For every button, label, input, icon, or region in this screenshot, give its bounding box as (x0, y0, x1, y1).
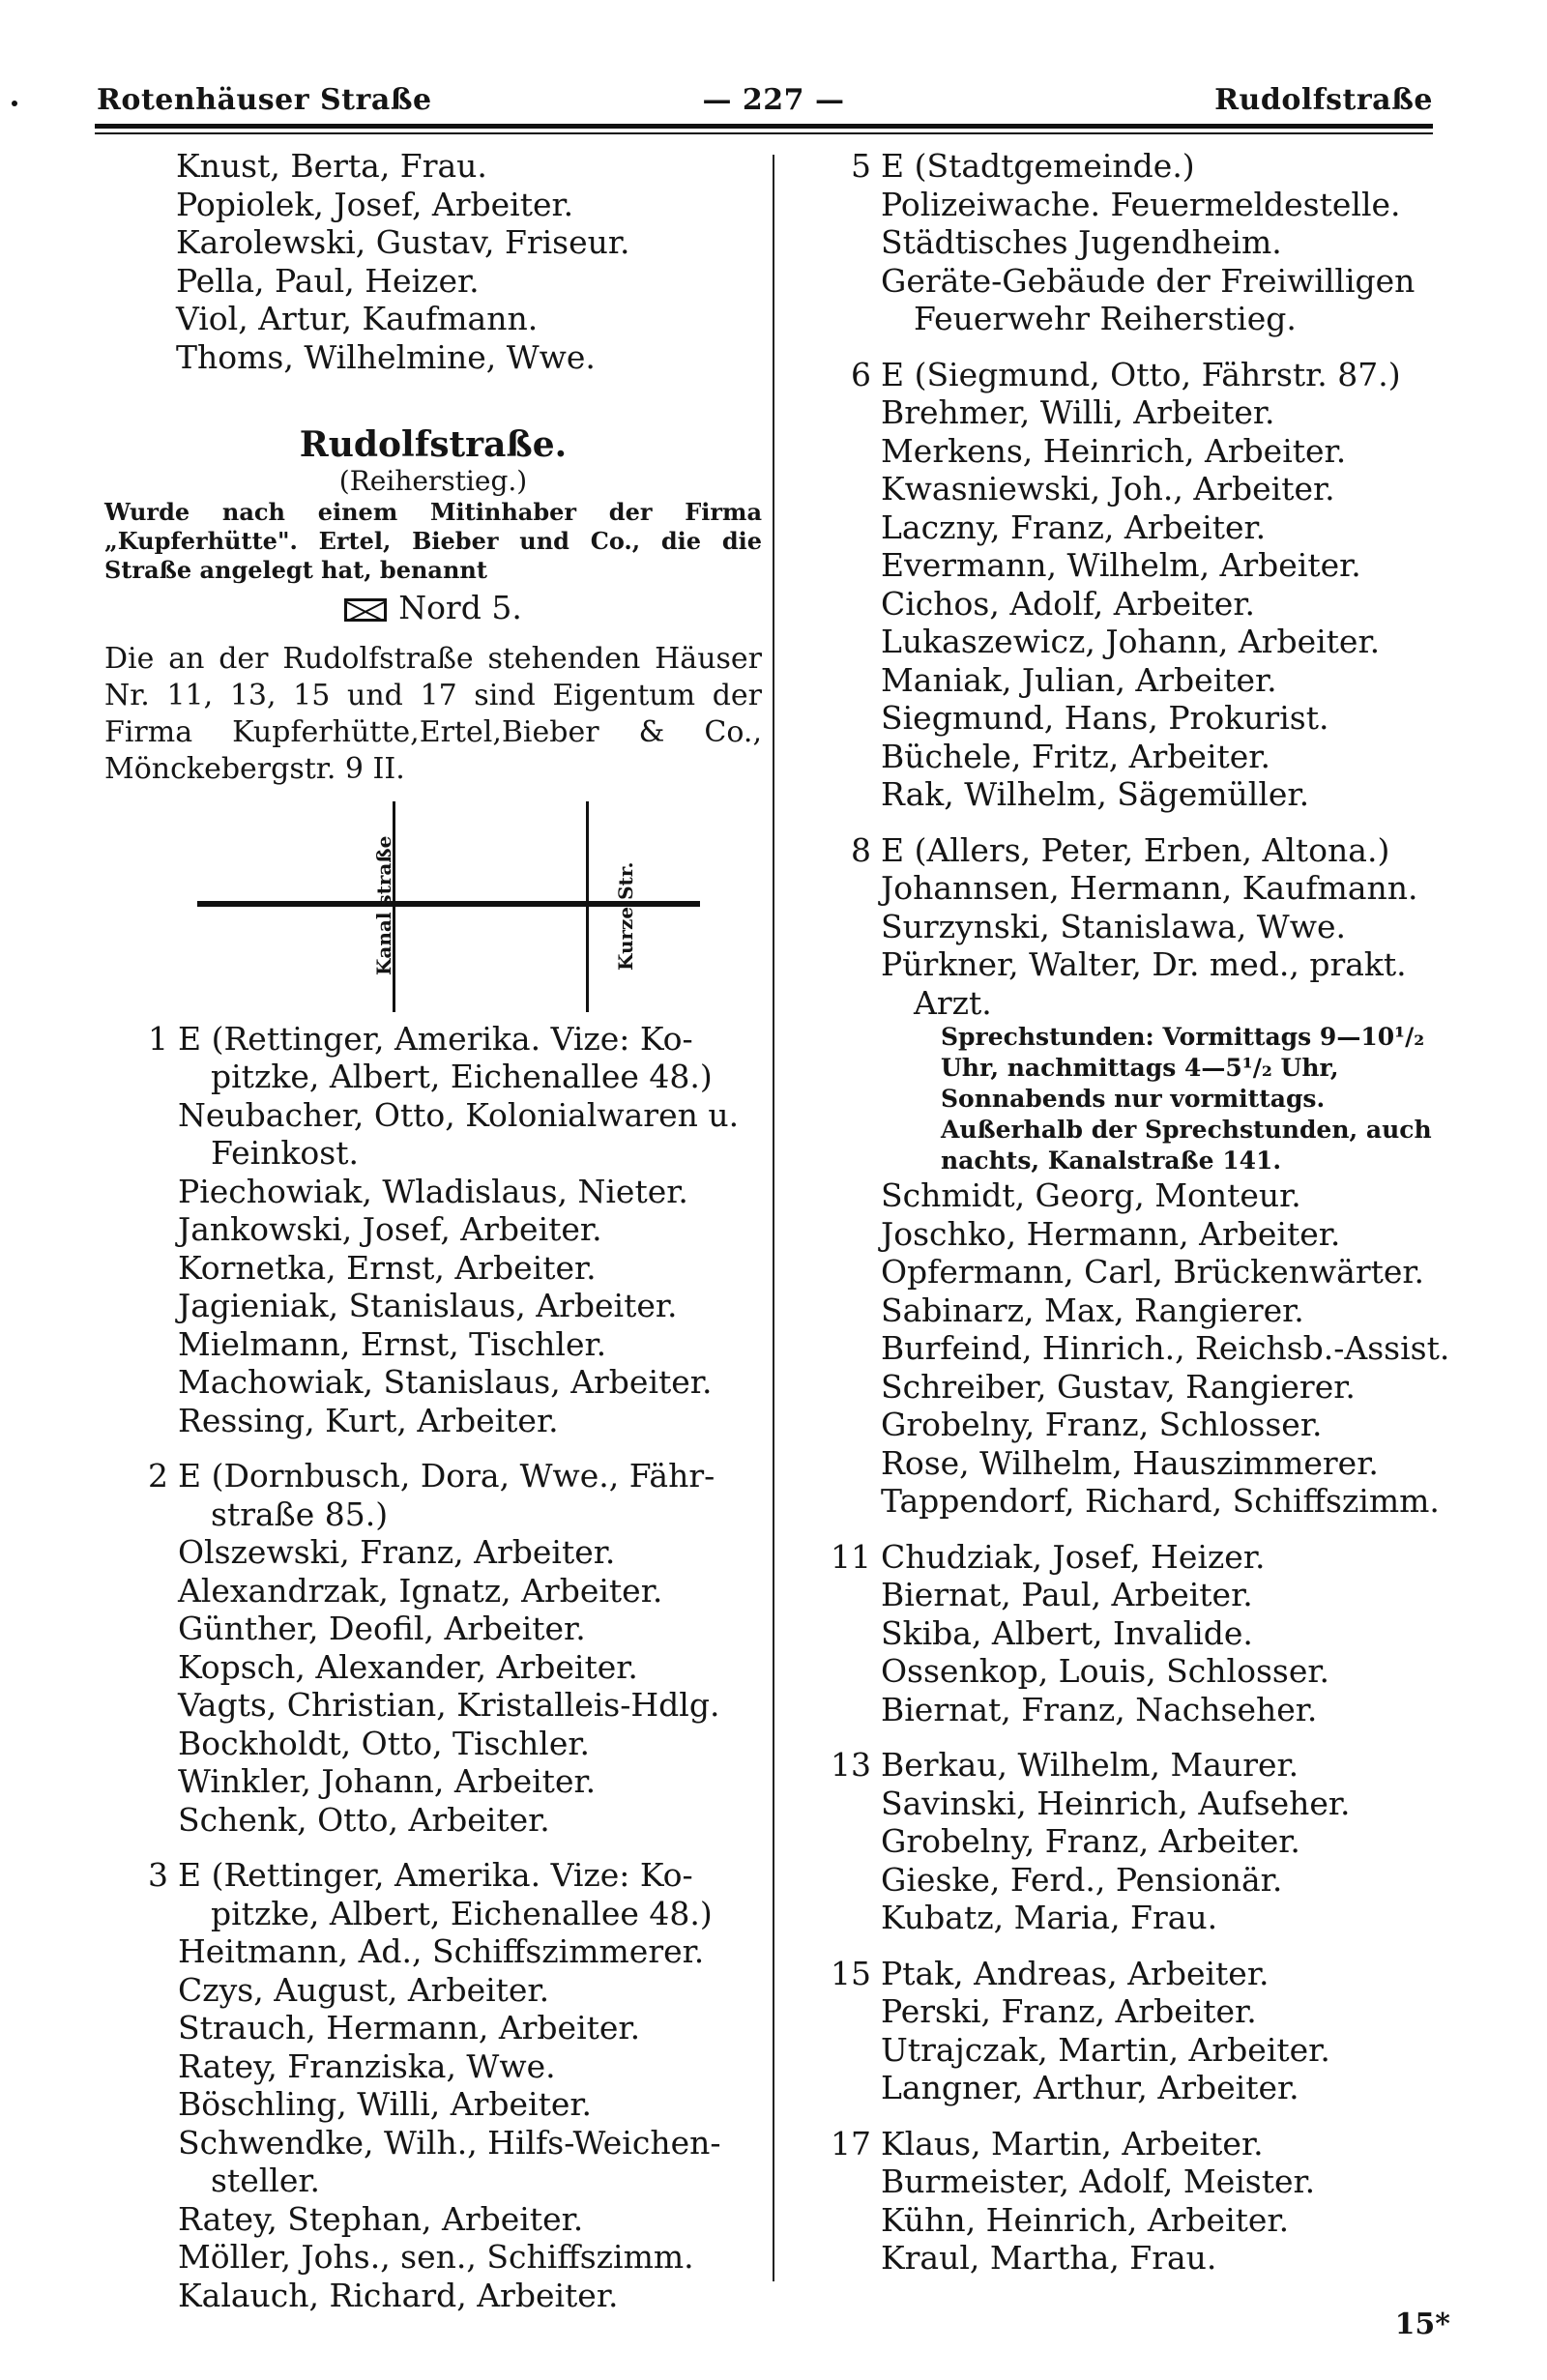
entry-line: Grobelny, Franz, Schlosser. (881, 1406, 1323, 1443)
postal-district (104, 589, 762, 627)
house-entry (148, 1019, 762, 1440)
left-column (104, 147, 762, 2314)
house-number: 11 (831, 1537, 871, 1576)
entry-text: E (Rettinger, Amerika. Vize: Ko- (178, 1856, 693, 1894)
entry-line: Savinski, Heinrich, Aufseher. (881, 1784, 1351, 1822)
header-rule-thin (95, 132, 1433, 134)
mail-icon (344, 598, 387, 622)
entry-line: Feinkost. (211, 1134, 359, 1172)
entry-line (807, 831, 1436, 870)
entry-line: steller. (211, 2162, 321, 2199)
entry-line: Langner, Arthur, Arbeiter. (881, 2069, 1299, 2106)
list-item: Viol, Artur, Kaufmann. (176, 300, 539, 337)
list-item: Thoms, Wilhelmine, Wwe. (176, 337, 596, 376)
house-entry (831, 1537, 1436, 1729)
entry-line: Perski, Franz, Arbeiter. (881, 1992, 1257, 2030)
list-item: Karolewski, Gustav, Friseur. (176, 223, 630, 261)
entry-line: Strauch, Hermann, Arbeiter. (178, 2009, 641, 2046)
entry-line: Burfeind, Hinrich., Reichsb.-Assist. (881, 1329, 1450, 1367)
house-entry (851, 355, 1436, 814)
entry-line: Czys, August, Arbeiter. (178, 1970, 550, 2009)
entry-line: Sabinarz, Max, Rangierer. (881, 1291, 1304, 1329)
entry-line: Piechowiak, Wladislaus, Nieter. (178, 1172, 688, 1210)
entry-line: Kopsch, Alexander, Arbeiter. (178, 1647, 638, 1686)
entry-line: Mielmann, Ernst, Tischler. (178, 1324, 607, 1363)
entry-line: Brehmer, Willi, Arbeiter. (881, 393, 1275, 431)
entry-line (807, 1746, 1436, 1785)
entry-text: Chudziak, Josef, Heizer. (881, 1537, 1266, 1576)
entry-line: Schreiber, Gustav, Rangierer. (881, 1367, 1356, 1406)
entry-line (104, 1856, 762, 1895)
entry-line: Maniak, Julian, Arbeiter. (881, 660, 1277, 699)
house-number: 5 (851, 147, 871, 185)
entry-line: Gieske, Ferd., Pensionär. (881, 1860, 1283, 1899)
postal-label: Nord 5. (398, 589, 522, 626)
entry-line: Vagts, Christian, Kristalleis-Hdlg. (178, 1686, 720, 1724)
header-right: Rudolfstraße (1214, 83, 1433, 117)
entry-line: Pürkner, Walter, Dr. med., prakt. (881, 945, 1407, 983)
entry-line: Bockholdt, Otto, Tischler. (178, 1724, 591, 1762)
entry-line: Evermann, Wilhelm, Arbeiter. (881, 546, 1361, 584)
entry-line: Rak, Wilhelm, Sägemüller. (881, 775, 1310, 813)
entry-text: E (Allers, Peter, Erben, Altona.) (881, 830, 1390, 869)
entry-line: Tappendorf, Richard, Schiffszimm. (881, 1482, 1440, 1520)
ownership-note: Die an der Rudolfstraße stehenden Häuser Nr. 11, 13, 15 und 17 sind Eigentum der Firma Kupferhütte,Ertel,Bieber & Co., Mönckebergstr. 9 II. (104, 641, 762, 786)
house-number: 17 (831, 2124, 871, 2162)
entry-line: Schmidt, Georg, Monteur. (881, 1176, 1301, 1214)
entry-line (807, 147, 1436, 186)
header-rule (95, 124, 1433, 129)
margin-dot (12, 101, 17, 106)
list-item: Pella, Paul, Heizer. (176, 261, 480, 300)
page-signature: 15* (1394, 2307, 1450, 2341)
entry-text: Ptak, Andreas, Arbeiter. (881, 1954, 1270, 1992)
entry-line: Kornetka, Ernst, Arbeiter. (178, 1248, 597, 1287)
house-entry (148, 1457, 762, 1839)
house-entry (831, 2124, 1436, 2278)
entry-line (807, 356, 1436, 394)
entry-line: Schwendke, Wilh., Hilfs-Weichen- (178, 2123, 721, 2162)
list-item: Knust, Berta, Frau. (176, 147, 487, 185)
left-house-entries (104, 1020, 762, 2315)
entry-text: E (Siegmund, Otto, Fährstr. 87.) (881, 355, 1401, 393)
entry-line: Kubatz, Maria, Frau. (881, 1899, 1218, 1936)
house-entry (831, 1954, 1436, 2107)
entry-line: Polizeiwache. Feuermeldestelle. (881, 185, 1401, 223)
entry-line: Kühn, Heinrich, Arbeiter. (881, 2200, 1290, 2239)
right-house-entries (807, 147, 1450, 2278)
entry-line: Cichos, Adolf, Arbeiter. (881, 584, 1255, 623)
entry-line: Johannsen, Hermann, Kaufmann. (881, 869, 1418, 907)
house-number: 8 (851, 830, 871, 869)
entry-line (807, 2125, 1436, 2163)
entry-line: Machowiak, Stanislaus, Arbeiter. (178, 1363, 713, 1401)
entry-line: Burmeister, Adolf, Meister. (881, 2162, 1316, 2200)
house-number: 6 (851, 355, 871, 393)
entry-text: Klaus, Martin, Arbeiter. (881, 2124, 1264, 2162)
header-left: Rotenhäuser Straße (97, 83, 432, 117)
house-number: 1 (148, 1019, 168, 1058)
map-label-kurze-str: Kurze Str. (614, 861, 637, 971)
entry-line: Geräte-Gebäude der Freiwilligen (881, 261, 1416, 300)
right-column (807, 147, 1450, 2278)
entry-line: pitzke, Albert, Eichenallee 48.) (211, 1058, 713, 1095)
street-title: Rudolfstraße. (299, 424, 568, 465)
entry-line: Heitmann, Ad., Schiffszimmerer. (178, 1932, 705, 1970)
entry-line: Ratey, Stephan, Arbeiter. (178, 2199, 584, 2238)
street-map (104, 801, 762, 1014)
entry-line: Schenk, Otto, Arbeiter. (178, 1800, 550, 1839)
entry-line: Rose, Wilhelm, Hauszimmerer. (881, 1443, 1379, 1482)
entry-line: Böschling, Willi, Arbeiter. (178, 2085, 593, 2123)
entry-line: Surzynski, Stanislawa, Wwe. (881, 907, 1346, 945)
house-entry (148, 1856, 762, 2314)
entry-line: Skiba, Albert, Invalide. (881, 1613, 1253, 1652)
entry-line: Möller, Johs., sen., Schiffszimm. (178, 2238, 694, 2276)
entry-line: Kraul, Martha, Frau. (881, 2239, 1217, 2277)
column-divider (773, 155, 774, 2281)
entry-text: E (Rettinger, Amerika. Vize: Ko- (178, 1019, 693, 1058)
entry-line: Feuerwehr Reiherstieg. (914, 300, 1297, 337)
entry-line: Kalauch, Richard, Arbeiter. (178, 2276, 619, 2314)
entry-line: Kwasniewski, Joh., Arbeiter. (881, 470, 1335, 508)
house-entry (831, 1746, 1436, 1937)
entry-line: Ossenkop, Louis, Schlosser. (881, 1652, 1329, 1690)
left-top-list (104, 147, 762, 376)
house-number: 13 (831, 1746, 871, 1784)
entry-line: Ressing, Kurt, Arbeiter. (178, 1401, 559, 1439)
entry-line: Arzt. (914, 983, 992, 1022)
office-hours-note: Sprechstunden: Vormittags 9—10¹/₂ Uhr, nachmittags 4—5¹/₂ Uhr, Sonnabends nur vormittags. Außerhalb der Sprechstunden, auch nachts, Kanalstraße 141. (941, 1023, 1432, 1175)
entry-line: Lukaszewicz, Johann, Arbeiter. (881, 623, 1381, 660)
entry-line: Jankowski, Josef, Arbeiter. (178, 1210, 602, 1248)
entry-line (807, 1538, 1436, 1577)
street-subtitle: (Reiherstieg.) (338, 465, 528, 497)
map-road-kurze-str (586, 801, 589, 1012)
house-number: 3 (148, 1856, 168, 1894)
house-number: 2 (148, 1457, 168, 1495)
entry-line (807, 1955, 1436, 1993)
entry-line: Alexandrzak, Ignatz, Arbeiter. (178, 1571, 663, 1610)
street-note: Wurde nach einem Mitinhaber der Firma „Kupferhütte". Ertel, Bieber und Co., die die Straße angelegt hat, benannt (104, 498, 762, 584)
entry-line (104, 1457, 762, 1495)
entry-line: Neubacher, Otto, Kolonialwaren u. (178, 1095, 740, 1134)
entry-line: Utrajczak, Martin, Arbeiter. (881, 2030, 1330, 2069)
entry-line: Winkler, Johann, Arbeiter. (178, 1762, 597, 1800)
entry-line: Merkens, Heinrich, Arbeiter. (881, 431, 1347, 470)
entry-line: Olszewski, Franz, Arbeiter. (178, 1533, 616, 1571)
entry-text: E (Stadtgemeinde.) (881, 147, 1195, 185)
entry-line: Büchele, Fritz, Arbeiter. (881, 737, 1270, 775)
entry-line: Städtisches Jugendheim. (881, 223, 1282, 261)
entry-line: Jagieniak, Stanislaus, Arbeiter. (178, 1287, 678, 1324)
entry-text: E (Dornbusch, Dora, Wwe., Fähr- (178, 1457, 715, 1495)
entry-line: Laczny, Franz, Arbeiter. (881, 508, 1267, 546)
house-number: 15 (831, 1954, 871, 1992)
entry-line: Opfermann, Carl, Brückenwärter. (881, 1253, 1425, 1291)
page-number: — 227 — (702, 83, 845, 117)
entry-line: straße 85.) (211, 1495, 389, 1533)
house-entry (851, 147, 1436, 338)
entry-line: Grobelny, Franz, Arbeiter. (881, 1822, 1300, 1860)
house-entry (851, 830, 1450, 1521)
entry-line: pitzke, Albert, Eichenallee 48.) (211, 1894, 713, 1932)
entry-line: Ratey, Franziska, Wwe. (178, 2046, 556, 2085)
entry-line: Günther, Deofil, Arbeiter. (178, 1610, 586, 1647)
entry-line: Biernat, Franz, Nachseher. (881, 1690, 1318, 1728)
entry-line (104, 1020, 762, 1059)
entry-line: Joschko, Hermann, Arbeiter. (881, 1214, 1341, 1253)
entry-line: Siegmund, Hans, Prokurist. (881, 699, 1329, 737)
entry-line: Biernat, Paul, Arbeiter. (881, 1576, 1253, 1613)
map-label-kanalstrasse: Kanal straße (372, 835, 395, 975)
list-item: Popiolek, Josef, Arbeiter. (176, 185, 574, 223)
entry-text: Berkau, Wilhelm, Maurer. (881, 1746, 1299, 1784)
